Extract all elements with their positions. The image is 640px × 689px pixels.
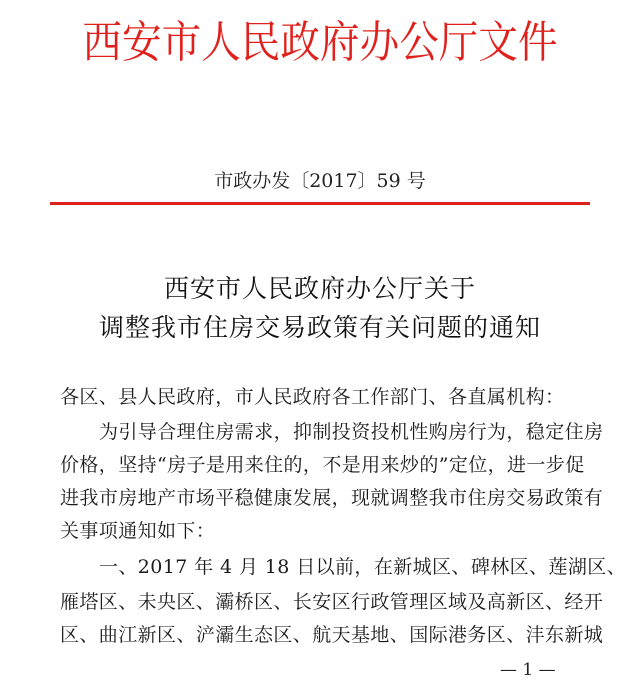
salutation: 各区、县人民政府，市人民政府各工作部门、各直属机构： [60, 386, 565, 408]
body-paragraph-line: 雁塔区、未央区、灞桥区、长安区行政管理区域及高新区、经开 [60, 591, 604, 613]
body-paragraph-line: 区、曲江新区、浐灞生态区、航天基地、国际港务区、沣东新城 [60, 624, 604, 646]
body-paragraph-line: 关事项通知如下： [60, 520, 216, 542]
notice-title-line-2: 调整我市住房交易政策有关问题的通知 [98, 313, 541, 342]
body-paragraph-line: 一、2017 年 4 月 18 日以前，在新城区、碑林区、莲湖区、 [99, 556, 627, 578]
document-number: 市政办发〔2017〕59 号 [214, 170, 426, 192]
document-header-title: 西安市人民政府办公厅文件 [82, 17, 558, 68]
notice-title-line-1: 西安市人民政府办公厅关于 [163, 274, 476, 303]
body-paragraph-line: 进我市房地产市场平稳健康发展，现就调整我市住房交易政策有 [60, 487, 604, 509]
body-paragraph-line: 为引导合理住房需求，抑制投资投机性购房行为，稳定住房 [99, 421, 604, 443]
red-divider-rule [50, 202, 590, 205]
body-paragraph-line: 价格，坚持“房子是用来住的，不是用来炒的”定位，进一步促 [60, 454, 585, 476]
page-number: — 1 — [500, 660, 556, 680]
